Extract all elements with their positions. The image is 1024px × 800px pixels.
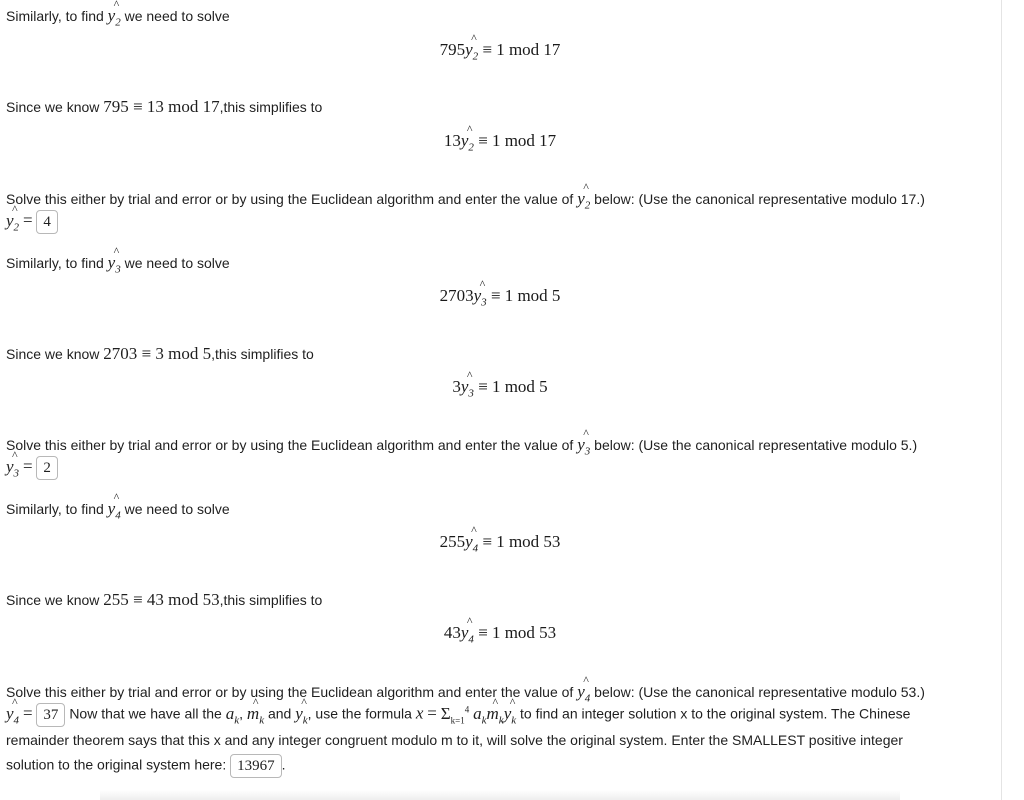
equation-y2: $795y_2$ ^ ≡ 1 mod 17 [0,40,1000,62]
solve-y3-text: Solve this either by trial and error or by using the Euclidean algorithm and enter the value of $y_3$ ^ below: (Use the canonical representative modulo 5.) [6,435,917,457]
find-y4-text: Similarly, to find $y_4$ ^ we need to solve [6,499,230,521]
since-795-text: Since we know 795 ≡ 13 mod 17,this simplifies to [6,97,323,116]
now-text: Now that we have all the [69,705,222,722]
y4-hat-symbol: $y_4$ ^ [108,499,121,521]
content-right-border [1001,0,1002,800]
since-math: 795 ≡ 13 mod 17 [103,97,220,116]
y2-answer-field[interactable]: 4 [36,210,58,234]
find-y3-text: Similarly, to find $y_3$ ^ we need to solve [6,253,230,275]
y4-answer-field[interactable]: 37 [36,703,65,727]
final-answer-field[interactable]: 13967 [230,754,282,778]
solve-y2-text: Solve this either by trial and error or by using the Euclidean algorithm and enter the value of $y_2$ ^ below: (Use the canonical representative modulo 17.) [6,189,925,211]
find-y2-text [6,6,230,28]
answer-row-y2: $y_2$ ^ = 4 [6,210,58,234]
crt-text-line2: remainder theorem says that this x and any integer congruent modulo m to it, will solve the original system. Enter the SMALLEST positive integer [6,732,903,748]
answer-row-y4: $y_4$ ^ = 37 Now that we have all the $a_k$, $m_k$ ^ and $y_k$ ^, use the formula $x = \Sigma_{k=1}^4$ $a_km_k$ $\^{}y_k$ ^ to find an integer solution x to the original system. The Chinese [6,703,910,727]
simplified-y2: $13y_2$ ^ ≡ 1 mod 17 [0,131,1000,153]
simplified-y4: $43y_4$ ^ ≡ 1 mod 53 [0,623,1000,645]
y2-hat-symbol: $y_2$ ^ [108,6,121,28]
simplified-y3: $3y_3$ ^ ≡ 1 mod 5 [0,377,1000,399]
equation-y3: $2703y_3$ ^ ≡ 1 mod 5 [0,286,1000,308]
y3-hat-symbol: $y_3$ ^ [108,253,121,275]
crt-text-line3: solution to the original system here: 13967 . [6,754,286,778]
since-255-text: Since we know 255 ≡ 43 mod 53,this simplifies to [6,590,323,609]
y3-answer-field[interactable]: 2 [36,456,58,480]
find-after-label: we need to solve [124,8,230,24]
equation-y4: $255y_4$ ^ ≡ 1 mod 53 [0,532,1000,554]
solve-y4-text: Solve this either by trial and error or by using the Euclidean algorithm and enter the value of $y_4$ ^ below: (Use the canonical representative modulo 53.) [6,682,925,704]
bottom-shadow [100,790,900,800]
answer-row-y3: $y_3$ ^ = 2 [6,456,58,480]
since-2703-text: Since we know 2703 ≡ 3 mod 5,this simplifies to [6,344,314,363]
sum-symbol: $\Sigma_{k=1}^4$ [440,703,470,726]
find-label: Similarly, to find [6,8,104,24]
